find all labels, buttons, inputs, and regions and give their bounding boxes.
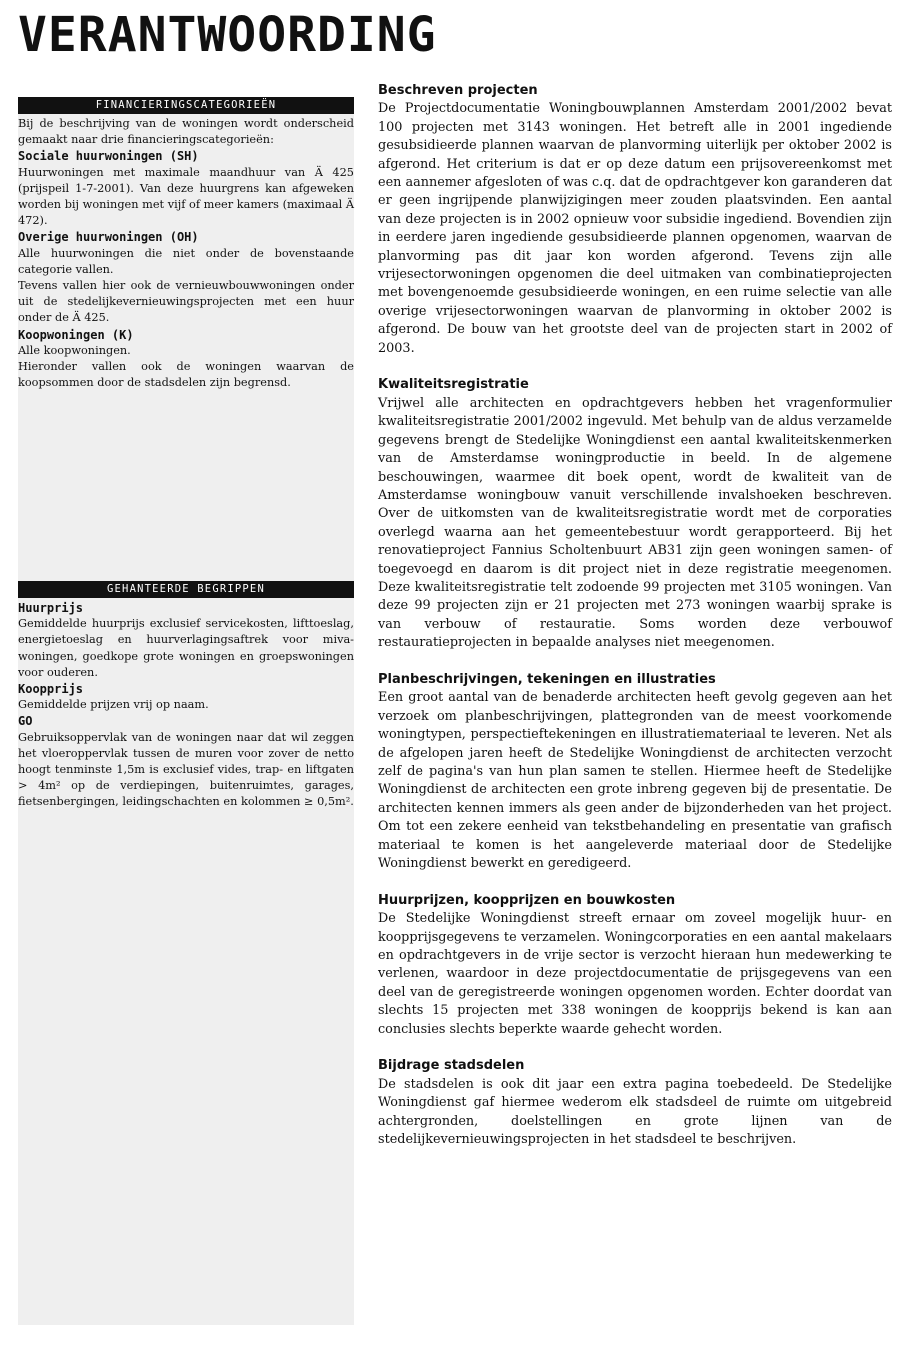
- term-definition: Hieronder vallen ook de woningen waarvan de koopsommen door de stadsdelen zijn begrensd.: [18, 360, 354, 390]
- term-definition: Gemiddelde prijzen vrij op naam.: [18, 698, 209, 712]
- section-heading: Planbeschrijvingen, tekeningen en illustraties: [378, 671, 716, 687]
- section-beschreven-projecten: [378, 82, 892, 358]
- begrippen-body: [18, 598, 354, 811]
- section-heading: Kwaliteitsregistratie: [378, 377, 529, 393]
- term-definition: Alle koopwoningen.: [18, 343, 131, 357]
- term-definition: Gebruiksoppervlak van de woningen naar dat wil zeggen het vloeroppervlak tussen de muren voor zover de netto hoogt tenminste 1,5m is exclusief vides, trap- en liftgaten > 4m² op de verdiepingen, buitenruimtes, garages, fietsenbergingen, leidingschachten en kolommen ≥ 0,5m².: [18, 730, 354, 809]
- term-definition: Tevens vallen hier ook de vernieuwbouwwoningen onder uit de stedelijkevernieuwingsprojecten met een huur onder de Ä 425.: [18, 279, 354, 325]
- section-body: Vrijwel alle architecten en opdrachtgevers hebben het vragenformulier kwaliteitsregistratie 2001/2002 ingevuld. Met behulp van de aldus verzamelde gegevens brengt de Stedelijke Woningdienst een aantal kwaliteitskenmerken van de Amsterdamse woningproductie in beeld. In de algemene beschouwingen, waarmee dit boek opent, wordt de kwaliteit van de Amsterdamse woningbouw vanuit verschillende invalshoeken beschreven. Over de uitkomsten van de kwaliteitsregistratie wordt met de corporaties overlegd waarna aan het gemeentebestuur wordt gerapporteerd. Bij het renovatieproject Fannius Scholtenbuurt AB31 zijn geen woningen samen- of toegevoegd en daarom is dit project niet in deze registratie meegenomen. Deze kwaliteitsregistratie telt zodoende 99 projecten met 3105 woningen. Van deze 99 projecten zijn er 21 projecten met 273 woningen waarbij sprake is van verbouw of restauratie. Soms worden deze verbouwof restauratieprojecten in bepaalde analyses niet meegenomen.: [378, 395, 892, 651]
- section-body: Een groot aantal van de benaderde architecten heeft gevolg gegeven aan het verzoek om planbeschrijvingen, plattegronden van de meest voorkomende woningtypen, perspectieftekeningen en illustratiemateriaal te leveren. Net als de afgelopen jaren heeft de Stedelijke Woningdienst de architecten verzocht zelf de pagina's van hun plan samen te stellen. Hiermee heeft de Stedelijke Woningdienst de architecten een grote inbreng gegeven bij de presentatie. De architecten kennen immers als geen ander de bijzonderheden van het project. Om tot een zekere eenheid van tekstbehandeling en presentatie van grafisch materiaal te komen is het aangeleverde materiaal door de Stedelijke Woningdienst bewerkt en geredigeerd.: [378, 690, 892, 872]
- section-body: De stadsdelen is ook dit jaar een extra pagina toebedeeld. De Stedelijke Woningdienst gaf hiermee wederom elk stadsdeel de ruimte om uitgebreid achtergronden, doelstellingen en grote lijnen van de stedelijkevernieuwingsprojecten in het stadsdeel te beschrijven.: [378, 1076, 892, 1148]
- term-definition: Gemiddelde huurprijs exclusief servicekosten, lifttoeslag, energietoeslag en huurverlagingsaftrek voor miva-woningen, goedkope grote woningen en groepswoningen voor ouderen.: [18, 617, 354, 679]
- term-sociale-huur: Sociale huurwoningen (SH): [18, 149, 199, 164]
- section-body: De Projectdocumentatie Woningbouwplannen Amsterdam 2001/2002 bevat 100 projecten met 3143 woningen. Het betreft alle in 2001 ingediende gesubsidieerde plannen waarvan de planvorming uiterlijk per oktober 2002 is afgerond. Het criterium is dat er op deze datum een prijsovereenkomst met een aannemer afgesloten of was c.q. dat de opdrachtgever kon garanderen dat er geen ingrijpende planwijzigingen meer zouden plaatsvinden. Een aantal van deze projecten is in 2002 opnieuw voor subsidie ingediend. Bovendien zijn in eerdere jaren ingediende gesubsidieerde plannen opgenomen, waarvan de planvorming pas dit jaar kon worden afgerond. Tevens zijn alle vrijesectorwoningen opgenomen die deel uitmaken van combinatieprojecten met bovengenoemde gesubsidieerde woningen, en een ruime selectie van alle overige vrijesectorwoningen waarvan de planvorming in oktober 2002 is afgerond. De bouw van het grootste deel van de projecten start in 2002 of 2003.: [378, 101, 892, 356]
- section-kwaliteitsregistratie: [378, 376, 892, 652]
- financiering-box: [18, 97, 354, 391]
- main-column: [378, 82, 892, 1168]
- section-heading: Beschreven projecten: [378, 83, 538, 98]
- section-heading: Huurprijzen, koopprijzen en bouwkosten: [378, 892, 676, 908]
- term-overige-huur: Overige huurwoningen (OH): [18, 230, 199, 245]
- term-huurprijs: Huurprijs: [18, 601, 84, 615]
- page-title: VERANTWOORDING: [18, 7, 437, 63]
- begrippen-box: [18, 581, 354, 811]
- term-koopprijs: Koopprijs: [18, 682, 84, 697]
- section-bijdrage-stadsdelen: [378, 1057, 892, 1149]
- term-definition: Alle huurwoningen die niet onder de bovenstaande categorie vallen.: [18, 246, 354, 276]
- term-definition: Huurwoningen met maximale maandhuur van Ä 425 (prijspeil 1-7-2001). Van deze huurgrens kan afgeweken worden bij woningen met vijf of meer kamers (maximaal Ä 472).: [18, 165, 354, 228]
- financiering-header: FINANCIERINGSCATEGORIEËN: [18, 97, 354, 114]
- section-huurprijzen: [378, 892, 892, 1039]
- section-body: De Stedelijke Woningdienst streeft ernaar om zoveel mogelijk huur- en koopprijsgegevens te verzamelen. Woningcorporaties en een aantal makelaars en opdrachtgevers in de vrije sector is verzocht hieraan hun medewerking te verlenen, waardoor in deze projectdocumentatie de prijsgegevens van een deel van de geregistreerde woningen opgenomen worden. Echter doordat van slechts 15 projecten met 338 woningen de koopprijs bekend is kan aan conclusies slechts beperkte waarde gehecht worden.: [378, 911, 892, 1037]
- begrippen-header: GEHANTEERDE BEGRIPPEN: [18, 581, 354, 598]
- term-go: GO: [18, 714, 33, 729]
- financiering-body: [18, 114, 354, 391]
- section-planbeschrijvingen: [378, 671, 892, 873]
- term-koopwoningen: Koopwoningen (K): [18, 327, 134, 342]
- sidebar: [18, 97, 354, 1325]
- section-heading: Bijdrage stadsdelen: [378, 1058, 525, 1074]
- financiering-intro: Bij de beschrijving van de woningen wordt onderscheid gemaakt naar drie financieringscategorieën:: [18, 117, 354, 147]
